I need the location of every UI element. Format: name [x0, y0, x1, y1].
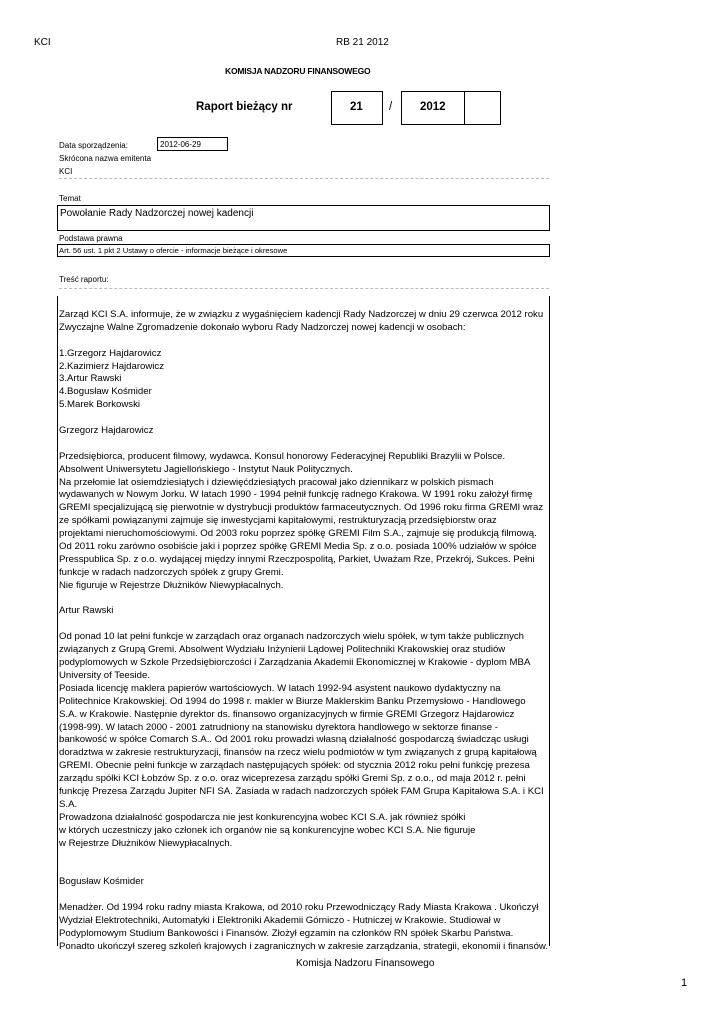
body-line: projektami nieruchomościowymi. Od 2003 roku poprzez spółkę GREMI Film S.A., zajmuje się produkcją filmową. [59, 528, 537, 540]
body-blank-line [59, 863, 545, 876]
body-line: Grzegorz Hajdarowicz [59, 425, 154, 437]
issuer-label: Skrócona nazwa emitenta [59, 154, 152, 163]
body-line: Menadżer. Od 1994 roku radny miasta Krakowa, od 2010 roku Przewodniczący Rady Miasta Krakowa . Ukończył [59, 901, 539, 913]
page-number: 1 [681, 977, 688, 989]
body-line: S.A. [59, 798, 78, 810]
body-blank-line [59, 618, 545, 631]
body-line: S.A. w Krakowie. Następnie dyrektor ds. finansowo organizacyjnych w firmie GREMI Grzegorz Hajdarowicz [59, 708, 515, 720]
body-line: University of Teeside. [59, 669, 151, 681]
date-label: Data sporządzenia: [59, 141, 128, 150]
body-line: Politechnice Krakowskiej. Od 1994 do 1998 r. makler w Biurze Maklerskim Banku Przemysłowo - Handlowego [59, 695, 526, 707]
body-line: ze spółkami powiązanymi zajmuje się inwestycjami kapitałowymi, restrukturyzacją przedsiębiorstw oraz [59, 515, 497, 527]
divider [59, 178, 549, 179]
topic-value: Powołanie Rady Nadzorczej nowej kadencji [60, 208, 254, 219]
legal-basis-value: Art. 56 ust. 1 pkt 2 Ustawy o ofercie - informacje bieżące i okresowe [59, 246, 288, 255]
report-extra-box [464, 91, 501, 125]
body-blank-line [59, 335, 545, 348]
body-line: związanych z Grupą Gremi. Absolwent Wydziału Inżynierii Lądowej Politechniki Krakowskiej oraz studiów [59, 644, 506, 656]
body-blank-line [59, 850, 545, 863]
body-line: 5.Marek Borkowski [59, 399, 141, 411]
divider [59, 288, 549, 289]
body-line: GREMI. Obecnie pełni funkcje w zarządach następujących spółek: od stycznia 2012 roku pełni funkcję prezesa [59, 760, 530, 772]
report-number: 21 [350, 101, 363, 113]
body-line: funkcję Prezesa Zarządu Jupiter NFI SA. Zasiada w radach nadzorczych spółek FAM Grupa Kapitałowa S.A. i KCI [59, 785, 544, 797]
body-right-border [549, 296, 550, 946]
header-report-id: RB 21 2012 [336, 37, 389, 48]
issuer-value: KCI [59, 167, 73, 176]
body-line: Bogusław Kośmider [59, 876, 144, 888]
body-blank-line [59, 593, 545, 606]
header-issuer: KCI [34, 37, 51, 48]
body-line: podyplomowych w Szkole Przedsiębiorczości i Zarządzania Akademii Ekonomicznej w Krakowie - dyplom MBA [59, 657, 531, 669]
body-line: Na przełomie lat osiemdziesiątych i dziewięćdziesiątych pracował jako dziennikarz w polskich pismach [59, 476, 494, 488]
body-line: Artur Rawski [59, 605, 114, 617]
body-line: 2.Kazimierz Hajdarowicz [59, 360, 165, 372]
page-title: KOMISJA NADZORU FINANSOWEGO [225, 66, 371, 76]
body-line: Zwyczajne Walne Zgromadzenie dokonało wyboru Rady Nadzorczej nowej kadencji w osobach: [59, 321, 466, 333]
body-blank-line [59, 412, 545, 425]
date-value: 2012-06-29 [160, 140, 201, 149]
body-line: w Rejestrze Dłużników Niewypłacalnych. [59, 837, 233, 849]
body-line: Posiada licencję maklera papierów wartościowych. W latach 1992-94 asystent naukowo dydaktyczny na [59, 682, 501, 694]
topic-label: Temat [59, 194, 81, 203]
body-blank-line [59, 438, 545, 451]
body-line: GREMI specjalizującą się pierwotnie w dystrybucji produktów farmaceutycznych. Od 1996 roku firma GREMI wraz [59, 502, 544, 514]
body-line: Ponadto ukończył szereg szkoleń krajowych i zagranicznych w zakresie zarządzania, strategii, ekonomii i finansów. [59, 940, 548, 952]
body-line: funkcje w radach nadzorczych spółek z grupy Gremi. [59, 566, 284, 578]
body-line: Przedsiębiorca, producent filmowy, wydawca. Konsul honorowy Federacyjnej Republiki Brazylii w Polsce. [59, 450, 506, 462]
body-left-border [57, 296, 58, 946]
report-year: 2012 [420, 101, 446, 113]
body-line: doradztwa w zakresie restrukturyzacji, finansów na rzecz wielu podmiotów w tym związanych z grupą kapitałową [59, 747, 537, 759]
body-line: wydawanych w Nowym Jorku. W latach 1990 - 1994 pełnił funkcję radnego Krakowa. W 1991 roku założył firmę [59, 489, 533, 501]
body-line: Zarząd KCI S.A. informuje, że w związku z wygaśnięciem kadencji Rady Nadzorczej w dniu 29 czerwca 2012 roku [59, 309, 544, 320]
body-line: Presspublica Sp. z o.o. wydającej między innymi Rzeczpospolitą, Parkiet, Uważam Rze, Przekrój, Sukces. Pełni [59, 553, 535, 565]
report-separator: / [389, 101, 393, 113]
body-line: (1998-99). W latach 2000 - 2001 zatrudniony na stanowisku dyrektora handlowego w sektorze finanse - [59, 721, 498, 733]
body-line: w których uczestniczy jako członek ich organów nie są konkurencyjne wobec KCI S.A. Nie figuruje [59, 824, 476, 836]
footer-label: Komisja Nadzoru Finansowego [296, 958, 435, 969]
body-line: Od 2011 roku zarówno osobiście jaki i poprzez spółkę GREMI Media Sp. z o.o. posiada 100% udziałów w spółce [59, 541, 537, 553]
body-line: Od ponad 10 lat pełni funkcje w zarządach oraz organach nadzorczych wielu spółek, w tym także publicznych [59, 631, 525, 643]
report-label: Raport bieżący nr [196, 101, 293, 113]
body-line: 1.Grzegorz Hajdarowicz [59, 347, 162, 359]
body-line: Podyplomowym Studium Bankowości i Finansów. Złożył egzamin na członków RN spółek Skarbu Państwa. [59, 927, 514, 939]
body-line: Wydział Elektrotechniki, Automatyki i Elektroniki Akademii Górniczo - Hutniczej w Krakowie. Studiował w [59, 914, 501, 926]
body-line: Nie figuruje w Rejestrze Dłużników Niewypłacalnych. [59, 579, 284, 591]
body-line: Prowadzona działalność gospodarcza nie jest konkurencyjna wobec KCI S.A. jak również spółki [59, 811, 466, 823]
body-line: 3.Artur Rawski [59, 373, 122, 385]
content-label: Treść raportu: [59, 275, 109, 284]
body-line: bankowość w spółce Comarch S.A.. Od 2001 roku prowadzi własną działalność gospodarczą świadcząc usługi [59, 734, 529, 746]
body-blank-line [59, 889, 545, 902]
report-body [59, 309, 548, 952]
legal-basis-label: Podstawa prawna [59, 234, 123, 243]
body-line: 4.Bogusław Kośmider [59, 386, 152, 398]
body-line: Absolwent Uniwersytetu Jagiellońskiego - Instytut Nauk Politycznych. [59, 463, 353, 475]
body-line: zarządu spółki KCI Łobzów Sp. z o.o. oraz wiceprezesa zarządu spółki Gremi Sp. z o.o., od maja 2012 r. pełni [59, 773, 526, 785]
